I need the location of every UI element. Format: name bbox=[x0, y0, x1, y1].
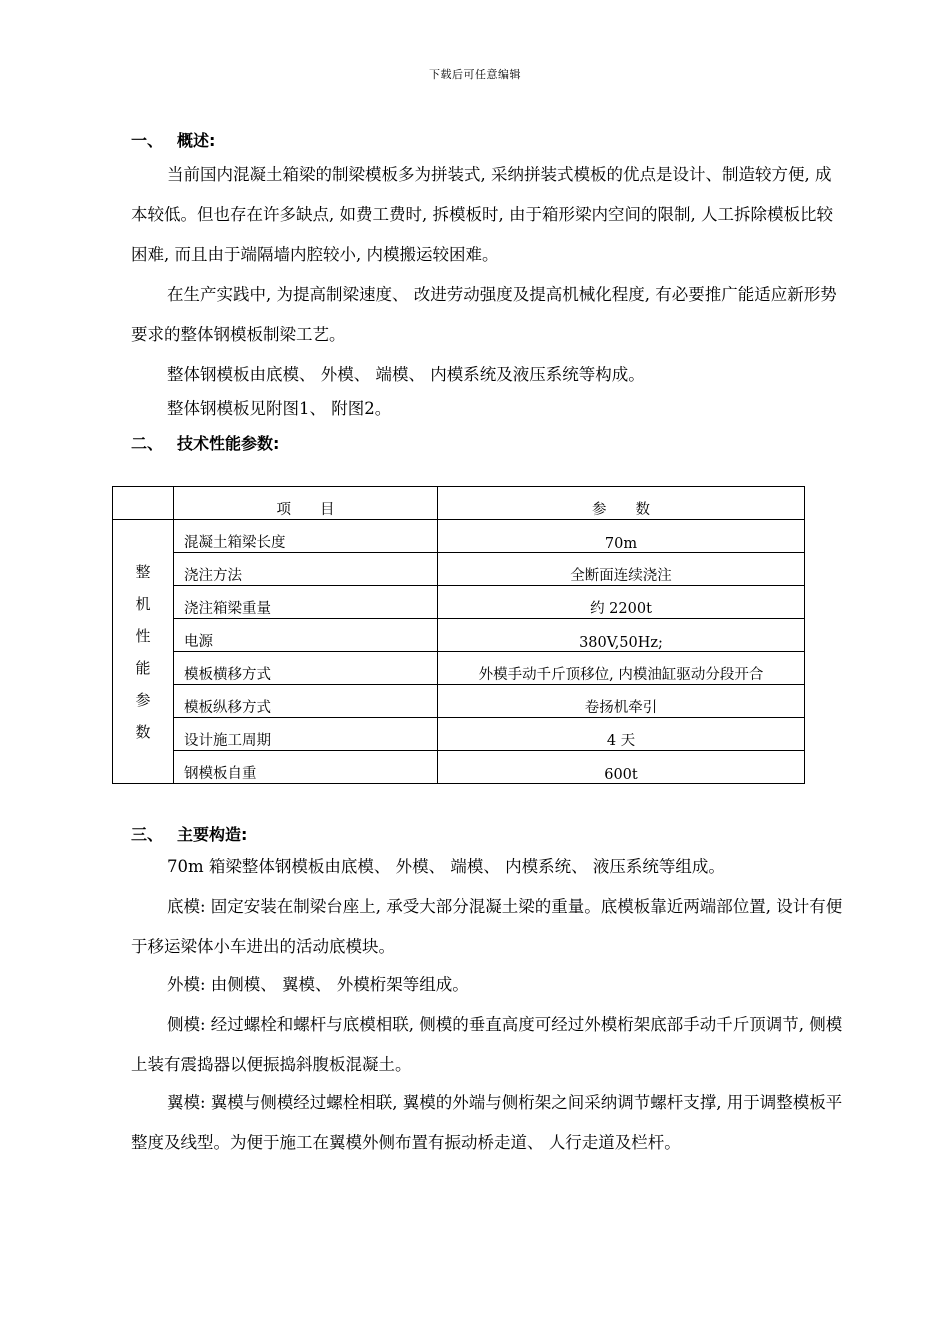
item-cell: 浇注箱梁重量 bbox=[174, 586, 438, 619]
structure-paragraph-5: 翼模: 翼模与侧模经过螺栓相联, 翼模的外端与侧桁架之间采纳调节螺杆支撑, 用于调整模板平整度及线型。为便于施工在翼模外侧布置有振动桥走道、 人行走道及栏杆。 bbox=[131, 1093, 843, 1152]
value-cell: 4 天 bbox=[438, 718, 805, 751]
table-header-row bbox=[113, 487, 805, 520]
side-label-char: 整 bbox=[135, 562, 151, 581]
value-cell: 70m bbox=[438, 520, 805, 553]
item-cell: 电源 bbox=[174, 619, 438, 652]
table-row bbox=[113, 685, 805, 718]
side-label-cell bbox=[113, 520, 174, 784]
header-item-cell: 项 目 bbox=[174, 487, 438, 520]
overview-paragraph-3: 整体钢模板由底模、 外模、 端模、 内模系统及液压系统等构成。 bbox=[167, 365, 645, 384]
item-cell: 混凝土箱梁长度 bbox=[174, 520, 438, 553]
table-corner-cell bbox=[113, 487, 174, 520]
structure-paragraph-4: 侧模: 经过螺栓和螺杆与底模相联, 侧模的垂直高度可经过外模桁架底部手动千斤顶调节, 侧模上装有震捣器以便振捣斜腹板混凝土。 bbox=[131, 1015, 843, 1074]
table-row bbox=[113, 751, 805, 784]
table-row bbox=[113, 586, 805, 619]
side-label-char: 数 bbox=[135, 722, 151, 741]
structure-paragraph-2: 底模: 固定安装在制梁台座上, 承受大部分混凝土梁的重量。底模板靠近两端部位置, 设计有便于移运梁体小车进出的活动底模块。 bbox=[131, 897, 843, 956]
structure-paragraph-1: 70m 箱梁整体钢模板由底模、 外模、 端模、 内模系统、 液压系统等组成。 bbox=[167, 857, 725, 876]
item-cell: 钢模板自重 bbox=[174, 751, 438, 784]
table-row bbox=[113, 718, 805, 751]
section-heading-structure bbox=[131, 822, 247, 845]
section-title: 技术性能参数: bbox=[177, 434, 280, 453]
section-number: 一、 bbox=[131, 131, 164, 150]
structure-paragraph-3: 外模: 由侧模、 翼模、 外模桁架等组成。 bbox=[167, 975, 469, 994]
overview-paragraph-1: 当前国内混凝土箱梁的制梁模板多为拼装式, 采纳拼装式模板的优点是设计、制造较方便, 成本较低。但也存在许多缺点, 如费工费时, 拆模板时, 由于箱形梁内空间的限制, 人工拆除模板比较困难, 而且由于端隔墙内腔较小, 内模搬运较困难。 bbox=[131, 165, 833, 264]
value-cell: 约 2200t bbox=[438, 586, 805, 619]
section-heading-parameters bbox=[131, 431, 279, 454]
section-title: 主要构造: bbox=[177, 825, 248, 844]
table-row bbox=[113, 553, 805, 586]
section-number: 三、 bbox=[131, 825, 164, 844]
section-heading-overview bbox=[131, 128, 215, 151]
value-cell: 全断面连续浇注 bbox=[438, 553, 805, 586]
table-row bbox=[113, 652, 805, 685]
parameter-table bbox=[112, 486, 805, 784]
side-label-char: 能 bbox=[135, 658, 151, 677]
side-label-char: 参 bbox=[135, 690, 151, 709]
table-row bbox=[113, 619, 805, 652]
section-title: 概述: bbox=[177, 131, 216, 150]
overview-paragraph-4: 整体钢模板见附图1、 附图2。 bbox=[167, 399, 392, 418]
overview-paragraph-2: 在生产实践中, 为提高制梁速度、 改进劳动强度及提高机械化程度, 有必要推广能适应新形势要求的整体钢模板制梁工艺。 bbox=[131, 285, 837, 344]
item-cell: 模板纵移方式 bbox=[174, 685, 438, 718]
section-number: 二、 bbox=[131, 434, 164, 453]
value-cell: 380V,50Hz; bbox=[438, 619, 805, 652]
side-label-char: 机 bbox=[135, 594, 151, 613]
value-cell: 卷扬机牵引 bbox=[438, 685, 805, 718]
value-cell: 外模手动千斤顶移位, 内模油缸驱动分段开合 bbox=[438, 652, 805, 685]
header-param-cell: 参 数 bbox=[438, 487, 805, 520]
item-cell: 模板横移方式 bbox=[174, 652, 438, 685]
side-label-char: 性 bbox=[135, 626, 151, 645]
value-cell: 600t bbox=[438, 751, 805, 784]
item-cell: 设计施工周期 bbox=[174, 718, 438, 751]
page-header: 下载后可任意编辑 bbox=[429, 68, 521, 81]
table-row bbox=[113, 520, 805, 553]
item-cell: 浇注方法 bbox=[174, 553, 438, 586]
